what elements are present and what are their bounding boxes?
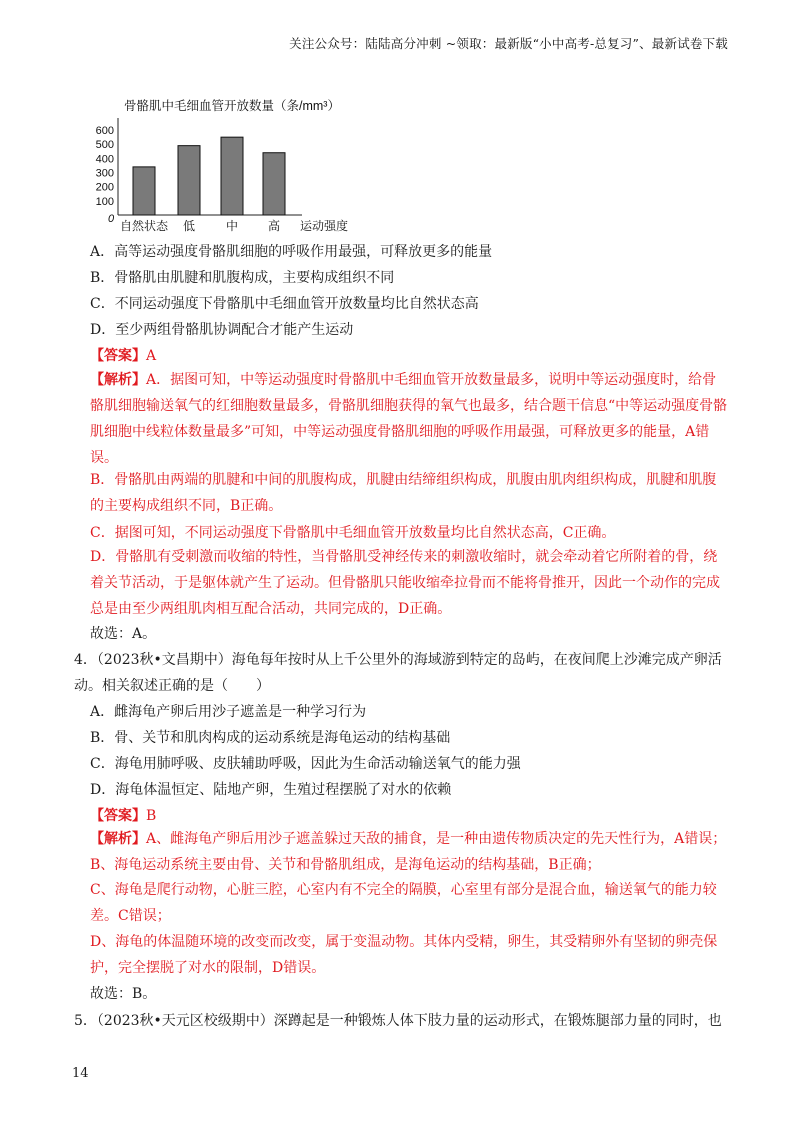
q4-stem: 4．（2023秋•文昌期中）海龟每年按时从上千公里外的海域游到特定的岛屿，在夜间爬上沙滩完成产卵活动。相关叙述正确的是（ ） [74, 652, 722, 694]
q4-conclusion: 故选：B。 [90, 986, 157, 1002]
analysis-text: A．据图可知，中等运动强度时骨骼肌中毛细血管开放数量最多，说明中等运动强度时，给骨骼肌细胞输送氧气的红细胞数量最多，骨骼肌细胞获得的氧气也最多，结合题干信息“中等运动强度骨骼肌细胞中线粒体数量最多”可知，中等运动强度骨骼肌细胞的呼吸作用最强，可释放更多的能量，A错误。 [90, 372, 728, 466]
x-tick-label: 高 [267, 219, 281, 233]
analysis-tag: 【解析】 [90, 372, 146, 388]
y-tick-label: 300 [95, 167, 114, 180]
q4-analysis-a [90, 826, 730, 852]
y-tick-label: 500 [95, 139, 114, 152]
q3-analysis-c: C．据图可知，不同运动强度下骨骼肌中毛细血管开放数量均比自然状态高，C正确。 [90, 525, 616, 541]
bar-0 [133, 167, 155, 215]
q4-analysis-c: C、海龟是爬行动物，心脏三腔，心室内有不完全的隔膜，心室里有部分是混合血，输送氧气的能力较差。C错误； [90, 882, 717, 924]
page-number: 14 [72, 1066, 89, 1081]
q3-option-a: A．高等运动强度骨骼肌细胞的呼吸作用最强，可释放更多的能量 [90, 244, 493, 260]
y-tick-labels [96, 125, 114, 208]
q3-analysis-b: B．骨骼肌由两端的肌腱和中间的肌腹构成，肌腱由结缔组织构成，肌腹由肌肉组织构成，肌腱和肌腹的主要构成组织不同，B正确。 [90, 472, 717, 514]
x-tick-labels [120, 218, 280, 233]
y-tick-label: 100 [95, 195, 114, 208]
page-header: 关注公众号：陆陆高分冲刺 ~领取：最新版“小中高考-总复习”、最新试卷下载 [289, 36, 728, 51]
q3-option-b: B．骨骼肌由肌腱和肌腹构成，主要构成组织不同 [90, 270, 395, 286]
q5-stem: 5．（2023秋•天元区校级期中）深蹲起是一种锻炼人体下肢力量的运动形式，在锻炼腿部力量的同时，也 [74, 1013, 722, 1029]
q4-analysis-b: B、海龟运动系统主要由骨、关节和骨骼肌组成，是海龟运动的结构基础，B正确； [90, 857, 601, 873]
x-tick-label: 自然状态 [119, 219, 169, 233]
x-tick-label: 低 [182, 219, 196, 233]
q3-conclusion: 故选：A。 [90, 626, 157, 642]
x-axis-label: 运动强度 [300, 219, 349, 233]
bar-2 [221, 137, 243, 215]
x-tick-label: 中 [225, 219, 239, 233]
answer-value: A [146, 348, 157, 364]
q4-answer [90, 806, 156, 826]
bar-3 [263, 153, 285, 215]
answer-value: B [146, 808, 157, 824]
chart-origin: 0 [108, 213, 115, 225]
answer-tag: 【答案】 [90, 808, 146, 824]
answer-tag: 【答案】 [90, 348, 146, 364]
q4-option-a: A．雌海龟产卵后用沙子遮盖是一种学习行为 [90, 704, 367, 720]
q3-analysis-a [90, 367, 730, 471]
y-tick-label: 400 [95, 153, 114, 166]
y-tick-label: 200 [95, 181, 114, 194]
y-tick-label: 600 [95, 125, 114, 138]
q4-analysis-d: D、海龟的体温随环境的改变而改变，属于变温动物。其体内受精，卵生，其受精卵外有坚韧的卵壳保护，完全摆脱了对水的限制，D错误。 [90, 934, 718, 976]
q3-answer [90, 346, 156, 366]
analysis-text: A、雌海龟产卵后用沙子遮盖躲过天敌的捕食，是一种由遗传物质决定的先天性行为，A错误； [146, 831, 727, 847]
q4-option-d: D．海龟体温恒定、陆地产卵，生殖过程摆脱了对水的依赖 [90, 782, 452, 798]
chart-title: 骨骼肌中毛细血管开放数量（条/mm³） [124, 99, 340, 113]
bar-1 [178, 146, 200, 215]
q3-option-c: C．不同运动强度下骨骼肌中毛细血管开放数量均比自然状态高 [90, 296, 479, 312]
analysis-tag: 【解析】 [90, 831, 146, 847]
bars [133, 137, 285, 215]
bar-chart [82, 90, 352, 240]
q4-option-c: C．海龟用肺呼吸、皮肤辅助呼吸，因此为生命活动输送氧气的能力强 [90, 756, 521, 772]
q3-analysis-d: D．骨骼肌有受刺激而收缩的特性，当骨骼肌受神经传来的刺激收缩时，就会牵动着它所附着的骨，绕着关节活动，于是躯体就产生了运动。但骨骼肌只能收缩牵拉骨而不能将骨推开，因此一个动作的完成总是由至少两组肌肉相互配合活动，共同完成的，D正确。 [90, 549, 720, 617]
q3-option-d: D．至少两组骨骼肌协调配合才能产生运动 [90, 322, 354, 338]
q4-option-b: B．骨、关节和肌肉构成的运动系统是海龟运动的结构基础 [90, 730, 451, 746]
